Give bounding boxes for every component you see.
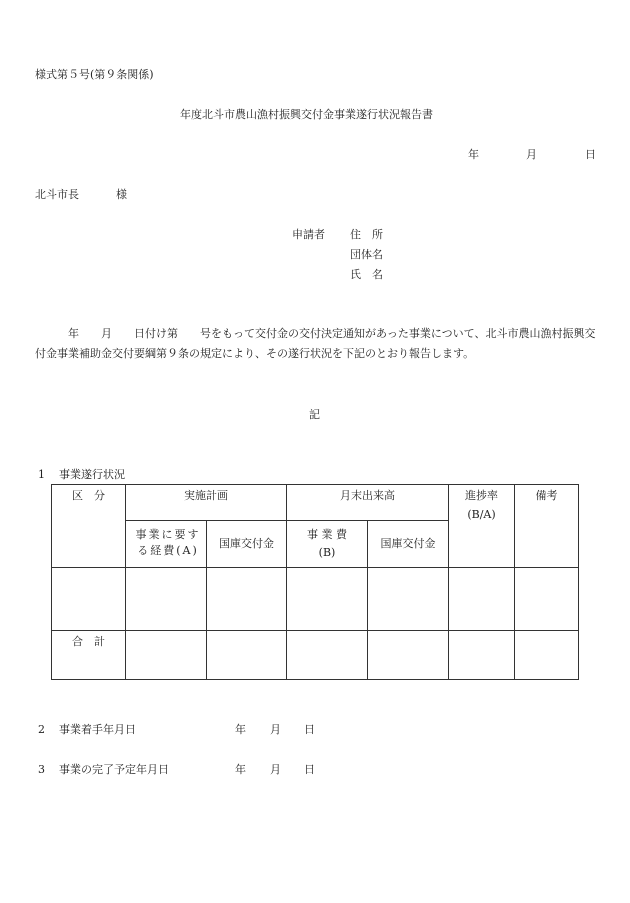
cell-progress <box>449 568 515 631</box>
date-year: 年 <box>468 148 479 161</box>
section3-day: 日 <box>304 763 315 776</box>
section3-label: 事業の完了予定年月日 <box>59 763 169 776</box>
date-day: 日 <box>585 148 596 161</box>
header-plan: 実施計画 <box>126 485 287 521</box>
progress-table <box>51 484 579 680</box>
applicant-name-label: 氏 名 <box>350 268 383 281</box>
section2-label: 事業着手年月日 <box>59 723 136 736</box>
body-paragraph: 年 月 日付け第 号をもって交付金の交付決定通知があった事業について、北斗市農山漁村振興交付金事業補助金交付要綱第９条の規定により、その遂行状況を下記のとおり報告します。 <box>35 327 596 360</box>
header-required-cost: 事業に要する経費(A) <box>126 521 207 568</box>
applicant-label: 申請者 <box>292 228 325 241</box>
date-month: 月 <box>526 148 537 161</box>
cell-total-progress <box>449 631 515 680</box>
table-row-data <box>52 568 579 631</box>
applicant-address-label: 住 所 <box>350 228 383 241</box>
cell-total-remarks <box>515 631 579 680</box>
cell-total-national-grant-actual <box>368 631 449 680</box>
section3-month: 月 <box>270 763 281 776</box>
cell-total-label: 合 計 <box>52 631 126 680</box>
cell-total-national-grant-plan <box>207 631 287 680</box>
section2-number: 2 <box>38 723 45 736</box>
header-project-cost-mark: (B) <box>318 546 336 559</box>
header-month-end: 月末出来高 <box>287 485 449 521</box>
section1-title: 事業遂行状況 <box>59 468 125 481</box>
cell-required-cost <box>126 568 207 631</box>
header-remarks: 備考 <box>515 485 579 568</box>
cell-project-cost <box>287 568 368 631</box>
section2-day: 日 <box>304 723 315 736</box>
cell-total-project-cost <box>287 631 368 680</box>
section3-year: 年 <box>235 763 246 776</box>
header-progress-formula: (B/A) <box>467 508 496 521</box>
cell-national-grant-actual <box>368 568 449 631</box>
form-number: 様式第５号(第９条関係) <box>35 68 154 81</box>
cell-total-required-cost <box>126 631 207 680</box>
header-national-grant-plan: 国庫交付金 <box>207 521 287 568</box>
document-title: 年度北斗市農山漁村振興交付金事業遂行状況報告書 <box>180 108 433 121</box>
table-row-total <box>52 631 579 680</box>
section1-number: 1 <box>38 468 45 481</box>
applicant-group-label: 団体名 <box>350 248 383 261</box>
cell-category <box>52 568 126 631</box>
header-category: 区 分 <box>52 485 126 568</box>
header-progress: 進捗率 (B/A) <box>449 485 515 568</box>
section2-year: 年 <box>235 723 246 736</box>
ki-heading: 記 <box>309 408 320 421</box>
addressee-honorific: 様 <box>116 188 127 201</box>
section3-number: 3 <box>38 763 45 776</box>
header-project-cost: 事 業 費 (B) <box>287 521 368 568</box>
addressee-name: 北斗市長 <box>35 188 79 201</box>
cell-national-grant-plan <box>207 568 287 631</box>
cell-remarks <box>515 568 579 631</box>
section2-month: 月 <box>270 723 281 736</box>
header-national-grant-actual: 国庫交付金 <box>368 521 449 568</box>
